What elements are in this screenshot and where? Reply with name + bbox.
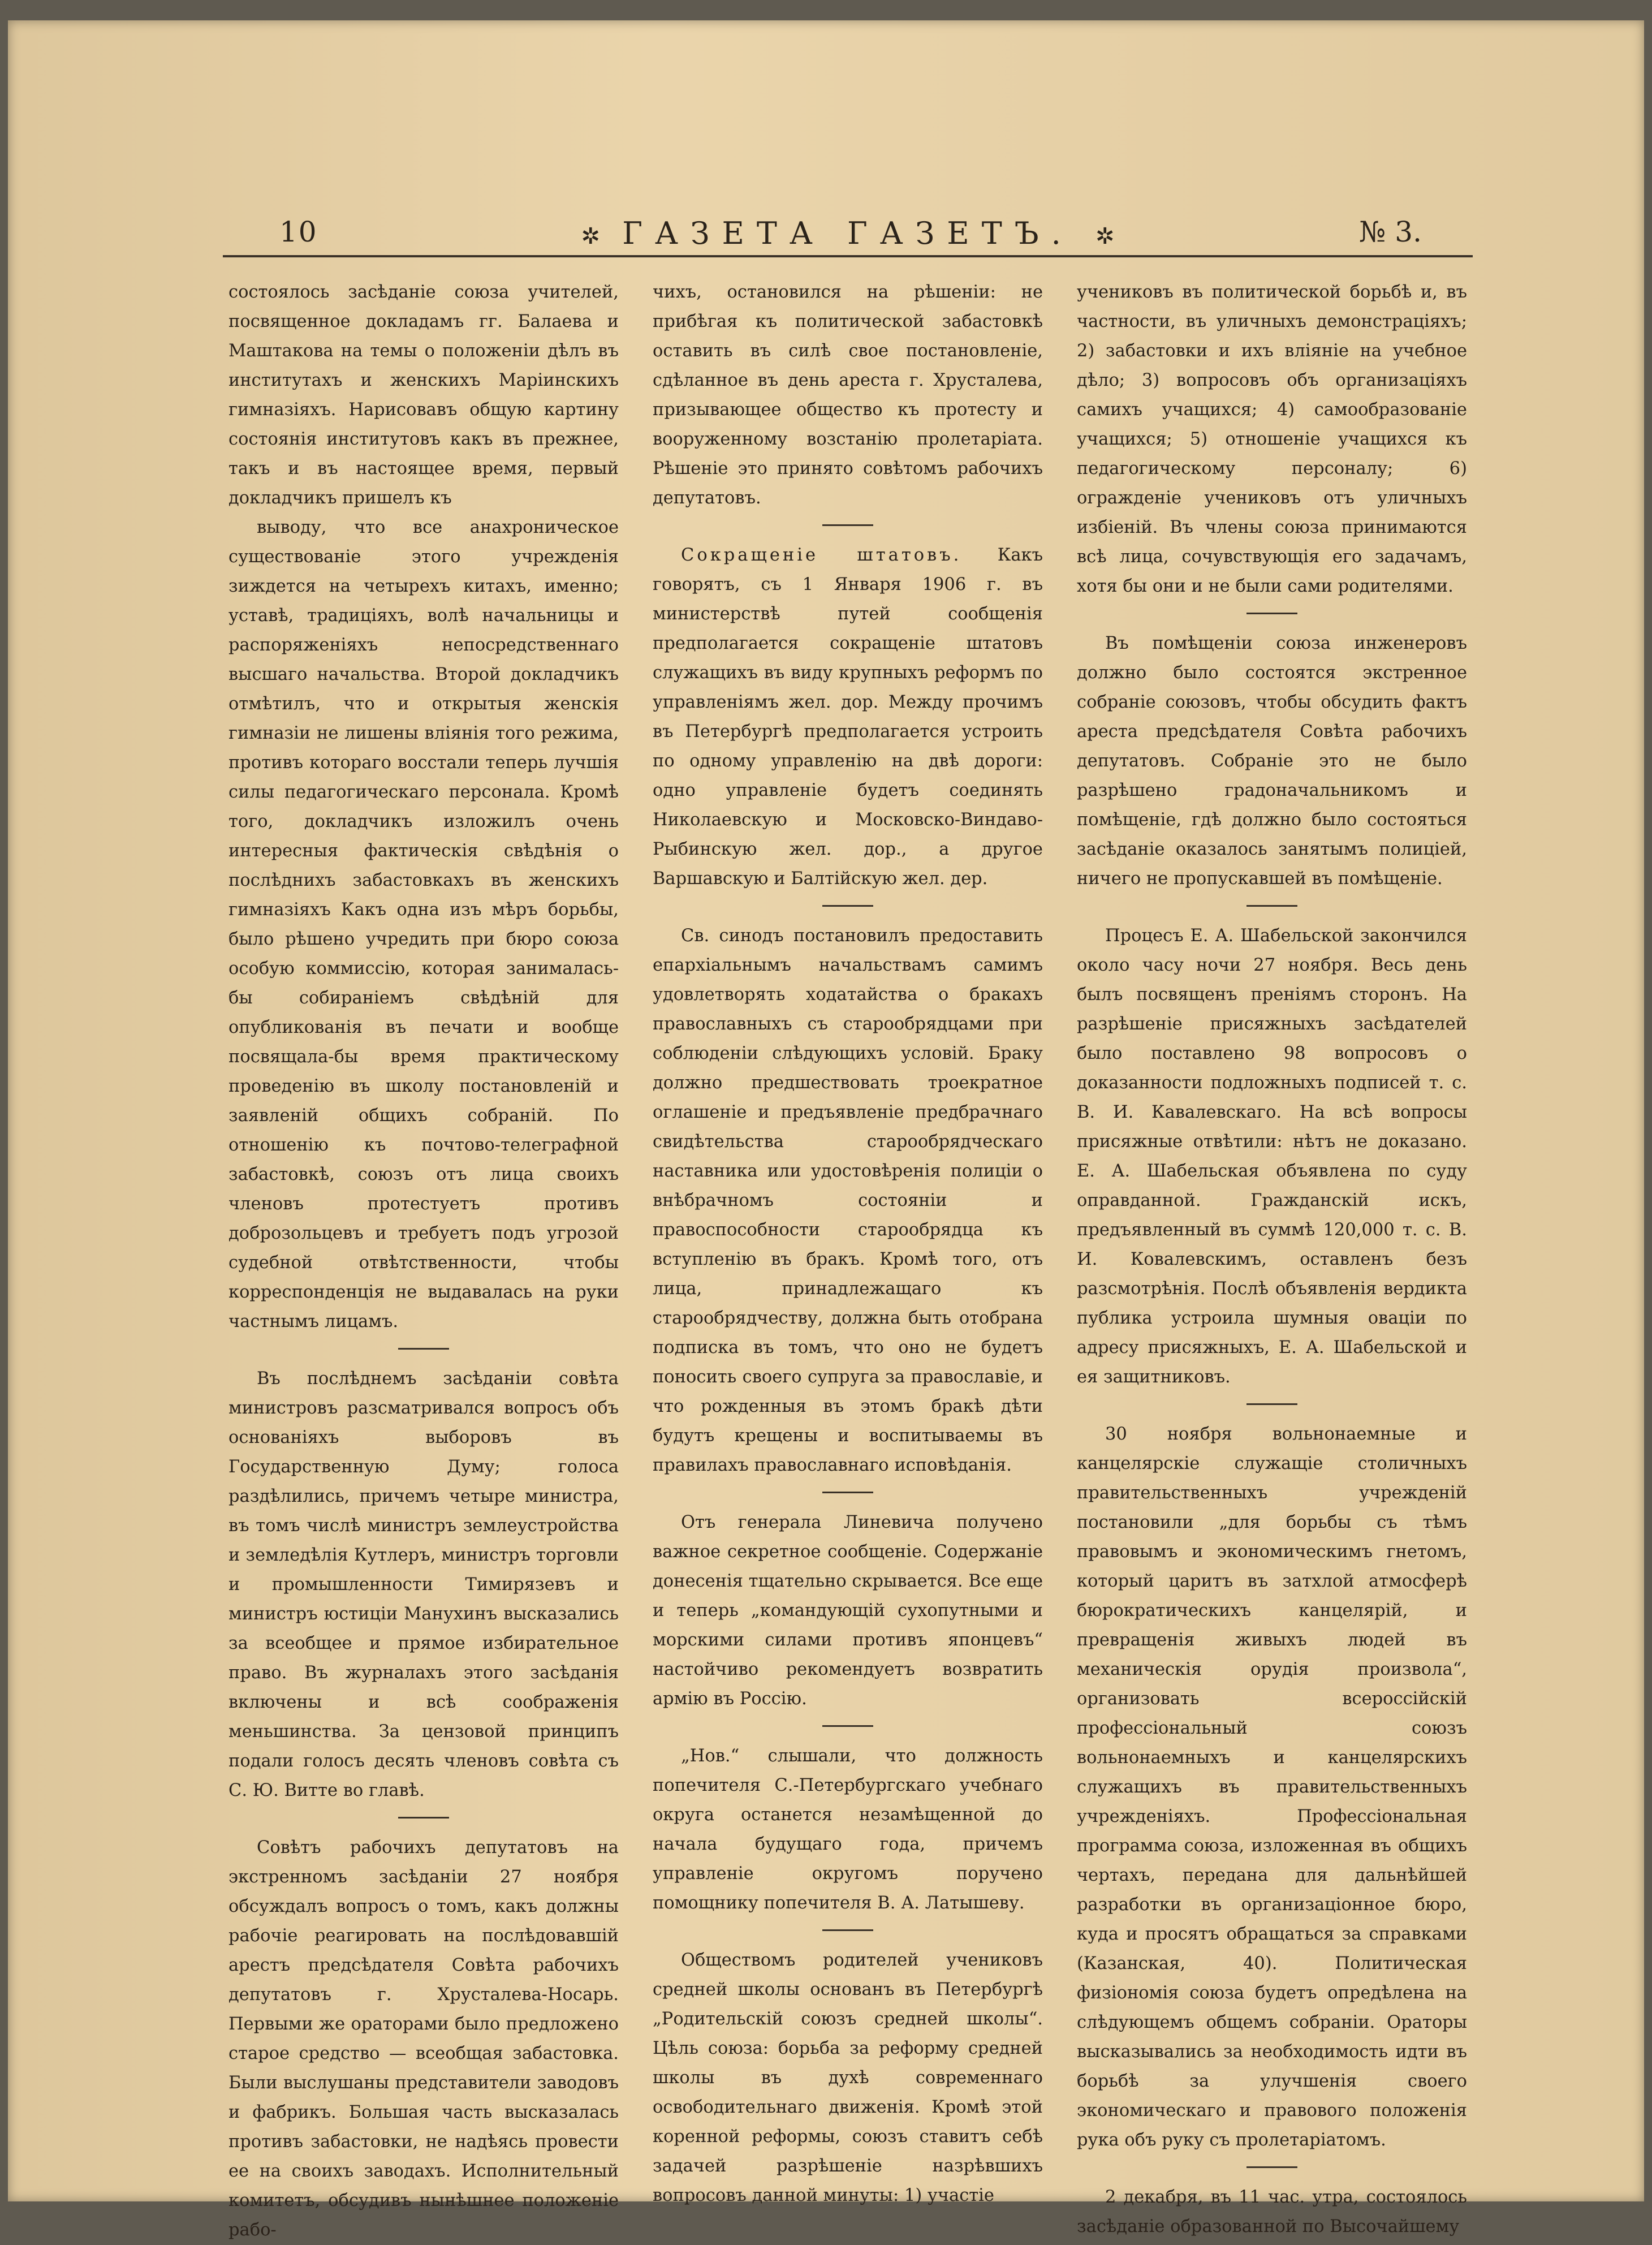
newspaper-title: ГАЗЕТА ГАЗЕТЪ. — [622, 216, 1073, 251]
article-separator — [822, 524, 873, 526]
article-separator — [398, 1348, 449, 1350]
article-paragraph: Отъ генерала Линевича получено важное секретное сообщеніе. Содержаніе донесенія тщательно скрывается. Все еще и теперь „командующій сухопутными и морскими силами противъ японцевъ“ настойчиво рекомендуетъ возвратить армію въ Россію. — [653, 1513, 1043, 1709]
article-paragraph: состоялось засѣданіе союза учителей, посвященное докладамъ гг. Балаева и Маштакова на темы о положеніи дѣлъ въ институтахъ и женскихъ Маріинскихъ гимназіяхъ. Нарисовавъ общую картину состоянія институтовъ какъ въ прежнее, такъ и въ настоящее время, первый докладчикъ пришелъ къ — [228, 282, 619, 508]
text-column-1 — [228, 278, 619, 2240]
article-paragraph: Совѣтъ рабочихъ депутатовъ на экстренномъ засѣданіи 27 ноября обсуждалъ вопросъ о томъ, какъ должны рабочіе реагировать на послѣдовавшій арестъ предсѣдателя Совѣта рабочихъ депутатовъ г. Хрусталева-Носарь. Первыми же ораторами было предложено старое средство — всеобщая забастовка. Были выслушаны представители заводовъ и фабрикъ. Большая часть высказалась противъ забастовки, не надѣясь провести ее на своихъ заводахъ. Исполнительный комитетъ, обсудивъ нынѣшнее положеніе рабо- — [228, 1838, 619, 2240]
article-paragraph — [653, 541, 1043, 894]
newspaper-masthead — [223, 216, 1473, 251]
article-paragraph: 2 декабря, въ 11 час. утра, состоялось засѣданіе образованной по Высочайшему — [1077, 2187, 1467, 2237]
article-paragraph: Обществомъ родителей учениковъ средней школы основанъ въ Петербургѣ „Родительскій союзъ средней школы“. Цѣль союза: борьба за реформу средней школы въ духѣ современнаго освободительнаго движенія. Кромѣ этой коренной реформы, союзъ ставитъ себѣ задачей разрѣшеніе назрѣвшихъ вопросовъ данной минуты: 1) участіе — [653, 1950, 1043, 2205]
ornament-right-icon: ✲ — [1095, 223, 1115, 249]
article-paragraph: чихъ, остановился на рѣшеніи: не прибѣгая къ политической забастовкѣ оставить въ силѣ свое постановленіе, сдѣланное въ день ареста г. Хрусталева, призывающее общество къ протесту и вооруженному возстанію пролетаріата. Рѣшеніе это принято совѣтомъ рабочихъ депутатовъ. — [653, 282, 1043, 508]
page-header — [223, 216, 1473, 257]
article-separator — [1246, 905, 1297, 907]
article-paragraph: „Нов.“ слышали, что должность попечителя С.-Петербургскаго учебнаго округа останется незамѣщенной до начала будущаго года, причемъ управленіе округомъ поручено помощнику попечителя В. А. Латышеву. — [653, 1746, 1043, 1913]
issue-number: № 3. — [1359, 216, 1422, 248]
ornament-left-icon: ✲ — [581, 223, 601, 249]
article-paragraph: Св. синодъ постановилъ предоставить епархіальнымъ начальствамъ самимъ удовлетворять ходатайства о бракахъ православныхъ съ старообрядцами при соблюденіи слѣдующихъ условій. Браку должно предшествовать троекратное оглашеніе и предъявленіе предбрачнаго свидѣтельства старообрядческаго наставника или удостовѣренія полиціи о внѣбрачномъ состояніи и правоспособности старообрядца къ вступленію въ бракъ. Кромѣ того, отъ лица, принадлежащаго къ старообрядчеству, должна быть отобрана подписка въ томъ, что оно не будетъ поносить своего супруга за православіе, и что рожденныя въ этомъ бракѣ дѣти будутъ крещены и воспитываемы въ правилахъ православнаго исповѣданія. — [653, 926, 1043, 1475]
article-paragraph: Въ послѣднемъ засѣданіи совѣта министровъ разсматривался вопросъ объ основаніяхъ выборовъ въ Государственную Думу; голоса раздѣлились, причемъ четыре министра, въ томъ числѣ министръ землеустройства и земледѣлія Кутлеръ, министръ торговли и промышленности Тимирязевъ и министръ юстиціи Манухинъ высказались за всеобщее и прямое избирательное право. Въ журналахъ этого засѣданія включены и всѣ соображенія меньшинства. За цензовой принципъ подали голосъ десять членовъ совѣта съ С. Ю. Витте во главѣ. — [228, 1369, 619, 1800]
text-column-3 — [1077, 278, 1467, 2237]
article-separator — [398, 1817, 449, 1819]
article-text: Какъ говорятъ, съ 1 Января 1906 г. въ министерствѣ путей сообщенія предполагается сокращеніе штатовъ служащихъ въ виду крупныхъ реформъ по управленіямъ жел. дор. Между прочимъ въ Петербургѣ предполагается устроить по одному управленію на двѣ дороги: одно управленіе будетъ соединять Николаевскую и Московско-Виндаво-Рыбинскую жел. дор., а другое Варшавскую и Балтійскую жел. дер. — [653, 545, 1043, 889]
article-separator — [1246, 1403, 1297, 1405]
article-paragraph: Въ помѣщеніи союза инженеровъ должно было состоятся экстренное собраніе союзовъ, чтобы обсудить фактъ ареста предсѣдателя Совѣта рабочихъ депутатовъ. Собраніе это не было разрѣшено градоначальникомъ и помѣщеніе, гдѣ должно было состояться засѣданіе оказалось занятымъ полиціей, ничего не пропускавшей въ помѣщеніе. — [1077, 634, 1467, 889]
article-separator — [822, 905, 873, 907]
article-paragraph: выводу, что все анахроническое существованіе этого учрежденія зиждется на четырехъ китахъ, именно; уставѣ, традиціяхъ, волѣ начальницы и распоряженіяхъ непосредственнаго высшаго начальства. Второй докладчикъ отмѣтилъ, что и открытыя женскія гимназіи не лишены вліянія того режима, противъ котораго восстали теперь лучшія силы педагогическаго персонала. Кромѣ того, докладчикъ изложилъ очень интересныя фактическія свѣдѣнія о послѣднихъ забастовкахъ въ женскихъ гимназіяхъ Какъ одна изъ мѣръ борьбы, было рѣшено учредить при бюро союза особую коммиссію, которая занималась-бы собираніемъ свѣдѣній для опубликованія въ печати и вообще посвящала-бы время практическому проведенію въ школу постановленій и заявленій общихъ собраній. По отношенію къ почтово-телеграфной забастовкѣ, союзъ отъ лица своихъ членовъ протестуетъ противъ доброзольцевъ и требуетъ подъ угрозой судебной отвѣтственности, чтобы корреспонденція не выдавалась на руки частнымъ лицамъ. — [228, 518, 619, 1332]
text-column-2 — [653, 278, 1043, 2205]
article-separator — [822, 1492, 873, 1493]
article-separator — [822, 1929, 873, 1931]
page-number: 10 — [279, 216, 318, 248]
article-heading: Сокращеніе штатовъ. — [681, 545, 962, 565]
article-paragraph: 30 ноября вольнонаемные и канцелярскіе служащіе столичныхъ правительственныхъ учрежденій постановили „для борьбы съ тѣмъ правовымъ и экономическимъ гнетомъ, который царитъ въ затхлой атмосферѣ бюрократическихъ канцелярій, и превращенія живыхъ людей въ механическія орудія произвола“, организовать всероссійскій профессіональный союзъ вольнонаемныхъ и канцелярскихъ служащихъ въ правительственныхъ учрежденіяхъ. Профессіональная программа союза, изложенная въ общихъ чертахъ, передана для дальнѣйшей разработки въ организаціонное бюро, куда и просятъ обращаться за справками (Казанская, 40). Политическая физіономія союза будетъ опредѣлена на слѣдующемъ общемъ собраніи. Ораторы высказывались за необходимость идти въ борьбѣ за улучшенія своего экономическаго и правового положенія рука объ руку съ пролетаріатомъ. — [1077, 1424, 1467, 2150]
article-paragraph: Процесъ Е. А. Шабельской закончился около часу ночи 27 ноября. Весь день былъ посвященъ преніямъ сторонъ. На разрѣшеніе присяжныхъ засѣдателей было поставлено 98 вопросовъ о доказанности подложныхъ подписей т. с. В. И. Кавалевскаго. На всѣ вопросы присяжные отвѣтили: нѣтъ не доказано. Е. А. Шабельская объявлена по суду оправданной. Гражданскій искъ, предъявленный въ суммѣ 120,000 т. с. В. И. Ковалевскимъ, оставленъ безъ разсмотрѣнія. Послѣ объявленія вердикта публика устроила шумныя оваціи по адресу присяжныхъ, Е. А. Шабельской и ея защитниковъ. — [1077, 926, 1467, 1387]
article-paragraph: учениковъ въ политической борьбѣ и, въ частности, въ уличныхъ демонстраціяхъ; 2) забастовки и ихъ вліяніе на учебное дѣло; 3) вопросовъ объ организаціяхъ самихъ учащихся; 4) самообразованіе учащихся; 5) отношеніе учащихся къ педагогическому персоналу; 6) огражденіе учениковъ отъ уличныхъ избіеній. Въ члены союза принимаются всѣ лица, сочувствующія его задачамъ, хотя бы они и не были сами родителями. — [1077, 282, 1467, 596]
article-separator — [1246, 613, 1297, 614]
newspaper-page — [8, 20, 1644, 2240]
article-separator — [1246, 2166, 1297, 2168]
article-separator — [822, 1725, 873, 1727]
